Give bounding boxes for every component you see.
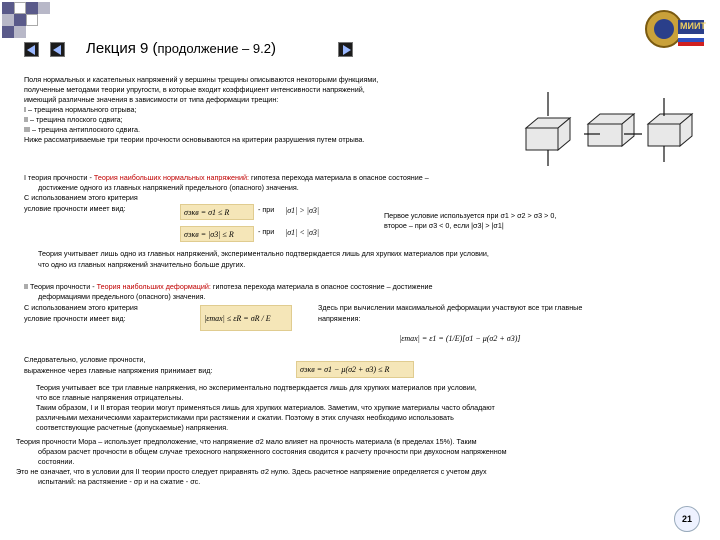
theory2-remark: различными механическими характеристиками при растяжении и сжатии. Поэтому в этих случаях необходимо использовать [36, 413, 454, 422]
mohr-line: Это не означает, что в условии для II теории просто следует приравнять σ2 нулю. Здесь расчетное напряжение определяется с учетом двух [16, 467, 487, 476]
theory2-formula-2: |εmax| = ε1 = (1/E)[σ1 − μ(σ2 + σ3)] [396, 324, 576, 352]
decor-square [2, 26, 14, 38]
mohr-line: образом расчет прочности в общем случае трехосного напряженного состояния сводится к расчету прочности при двухосном напряженном [38, 447, 507, 456]
intro-line: I – трещина нормального отрыва; [24, 105, 137, 114]
crack-types-figure [514, 88, 704, 168]
prev-slide-button[interactable] [50, 42, 65, 57]
logo-text: МИИТ [680, 21, 706, 31]
logo [642, 6, 706, 52]
theory2-note: Здесь при вычислении максимальной деформации участвуют все три главные [318, 303, 583, 312]
mohr-line: Теория прочности Мора – использует предположение, что напряжение σ2 мало влияет на прочность материала (в пределах 15%). Таким [16, 437, 477, 446]
decor-square [26, 14, 38, 26]
theory2-formula-3: σэкв = σ1 − μ(σ2 + σ3) ≤ R [296, 361, 414, 378]
page-number: 21 [681, 514, 692, 524]
theory1-remark: что одно из главных напряжений значительно больше других. [38, 260, 246, 269]
theory1-prefix: I теория прочности - [24, 173, 94, 182]
theory1-formula-1: σэкв = σ1 ≤ R [180, 204, 254, 220]
theory1-condition-1: |σ1| > |σ3| [282, 202, 340, 218]
theory1-when-1: - при [258, 205, 275, 214]
theory2-prefix: II Теория прочности - [24, 282, 97, 291]
title-small: продолжение – 9.2 [157, 41, 271, 56]
theory2-remark: Таким образом, I и II вторая теории могут применяться лишь для хрупких материалов. Заметим, что хрупкие материалы часто обладают [36, 403, 495, 412]
title-close: ) [270, 40, 276, 57]
theory1-line: достижение одного из главных напряжений предельного (опасного) значения. [38, 183, 299, 192]
theory1-rest: гипотеза перехода материала в опасное состояние – [249, 173, 429, 182]
theory2-line: условие прочности имеет вид: [24, 314, 126, 323]
theory2-rest: гипотеза перехода материала в опасное состояние – достижение [210, 282, 433, 291]
page-number-badge [674, 506, 700, 532]
theory1-remark: Теория учитывает лишь одно из главных напряжений, экспериментально подтверждается лишь для хрупких материалов при условии, [38, 249, 489, 258]
theory2-line: Следовательно, условие прочности, [24, 355, 146, 364]
theory2-formula-1: |εmax| ≤ εR = σR / E [200, 305, 292, 331]
crack-diagram-icon [514, 88, 704, 168]
theory2-remarks [36, 383, 495, 433]
next-icon [343, 45, 351, 55]
decor-square [2, 2, 14, 14]
prev-icon [53, 45, 61, 55]
theory1-formula-2: σэкв = |σ3| ≤ R [180, 226, 254, 242]
decor-square [14, 26, 26, 38]
mohr-block [16, 437, 507, 487]
theory2-heading [24, 282, 433, 292]
intro-line: имеющий различные значения в зависимости от типа деформации трещин: [24, 95, 279, 104]
theory1-line: условие прочности имеет вид: [24, 204, 126, 213]
decor-square [38, 2, 50, 14]
theory1-when-2: - при [258, 227, 275, 236]
theory1-name: Теория наибольших нормальных напряжений: [93, 173, 250, 182]
theory2-line: С использованием этого критерия [24, 303, 138, 312]
theory2-note: напряжения: [318, 314, 361, 323]
theory2-line: деформациями предельного (опасного) значения. [38, 292, 206, 301]
intro-line: Ниже рассматриваемые три теории прочности основываются на критерии разрушения путем отрыва. [24, 135, 365, 144]
intro-line: III – трещина антиплоского сдвига. [24, 125, 140, 134]
decor-square [14, 2, 26, 14]
theory2-name: Теория наибольших деформаций: [96, 282, 211, 291]
theory1-note: Первое условие используется при σ1 > σ2 > σ3 > 0, [384, 211, 557, 220]
mohr-line: состоянии. [38, 457, 75, 466]
first-slide-button[interactable] [24, 42, 39, 57]
theory1-line: С использованием этого критерия [24, 193, 138, 202]
intro-block [24, 75, 378, 145]
theory1-condition-2: |σ1| < |σ3| [282, 224, 340, 240]
theory1-heading [24, 173, 429, 183]
theory2-remark: соответствующие расчетные (допускаемые) напряжения. [36, 423, 229, 432]
theory2-remark: Теория учитывает все три главные напряжения, но экспериментально подтверждается лишь для хрупких материалов при условии, [36, 383, 477, 392]
title-text: Лекция 9 ( [86, 40, 158, 57]
theory1-note: второе – при σ3 < 0, если |σ3| > |σ1| [384, 221, 504, 230]
intro-line: полученные методами теории упругости, в которые входит коэффициент интенсивности напряжений, [24, 85, 365, 94]
intro-line: II – трещина плоского сдвига; [24, 115, 123, 124]
theory2-remark: что все главные напряжения отрицательны. [36, 393, 184, 402]
decor-square [14, 14, 26, 26]
slide-title [86, 40, 276, 57]
decor-square [26, 2, 38, 14]
next-slide-button[interactable] [338, 42, 353, 57]
rewind-icon [27, 45, 35, 55]
mohr-line: испытаний: на растяжение - σр и на сжатие - σс. [38, 477, 201, 486]
intro-line: Поля нормальных и касательных напряжений у вершины трещины описываются некоторыми функциями, [24, 75, 379, 84]
theory2-line: выраженное через главные напряжения принимает вид: [24, 366, 213, 375]
decor-square [2, 14, 14, 26]
